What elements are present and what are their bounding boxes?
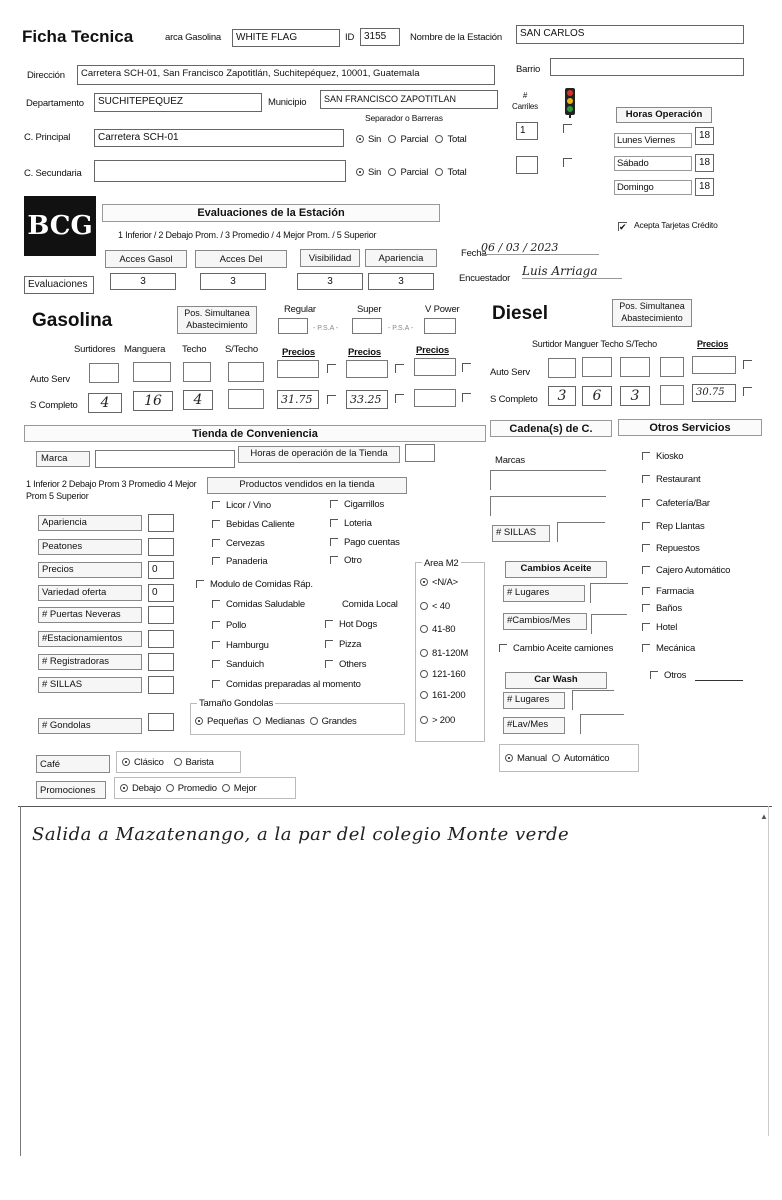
eval-col-visibilidad: Visibilidad [300,249,360,267]
prod-bebidas[interactable]: Bebidas Caliente [212,519,295,530]
notes-left-border [20,806,21,1156]
gasolina-sc-check-2[interactable] [395,394,404,403]
cadena-marcas-label: Marcas [495,455,525,466]
comida-hotdogs[interactable]: Hot Dogs [325,619,377,630]
cambios-lugares-field[interactable] [590,583,628,603]
diesel-s-completo-label: S Completo [490,394,538,405]
servicio-banos[interactable]: Baños [642,603,682,614]
rating-sillas-value[interactable] [148,676,174,694]
radio-promedio[interactable]: Promedio [177,783,217,794]
gasolina-sc-surtidores[interactable]: 4 [88,393,122,413]
prod-licor[interactable]: Licor / Vino [212,500,271,511]
bcg-logo: BCG [24,196,96,256]
rating-sillas-label: # SILLAS [38,677,142,693]
diesel-as-check[interactable] [743,360,752,369]
diesel-as-price[interactable] [692,356,736,374]
area-opt-161-200[interactable]: 161-200 [420,690,465,701]
separador-secundaria-radios[interactable]: Sin Parcial Total [356,167,467,178]
promo-radios[interactable] [120,783,257,794]
gasolina-super-label: Super [357,304,382,315]
gasolina-as-check-2[interactable] [395,364,404,373]
gasolina-psa-1: - P.S.A - [313,325,339,332]
gasolina-as-price-vpower[interactable] [414,358,456,376]
eval-value-acces-gasol[interactable]: 3 [110,273,176,290]
horas-operacion-title: Horas Operación [616,107,712,123]
tamano-radios[interactable] [195,716,357,727]
area-opt-gt200[interactable]: > 200 [420,715,455,726]
diesel-sc-price[interactable]: 30.75 [692,384,736,402]
hours-row-0-day: Lunes Viernes [614,133,692,148]
gasolina-precios-2: Precios [348,347,381,358]
rating-precios-value[interactable]: 0 [148,561,174,579]
diesel-as-stecho[interactable] [660,357,684,377]
hours-row-2-day: Domingo [614,180,692,195]
rating-apariencia-value[interactable] [148,514,174,532]
rating-gondolas-label: # Gondolas [38,718,142,734]
comidas-saludable[interactable]: Comidas Saludable [212,599,305,610]
radio-clasico[interactable]: Clásico [134,757,164,768]
gasolina-sc-price-super[interactable]: 33.25 [346,390,388,409]
estacion-label: Nombre de la Estación [410,32,502,43]
gasolina-as-check-3[interactable] [462,363,471,372]
diesel-as-manguer[interactable] [582,357,612,377]
gasolina-precios-3: Precios [416,345,449,356]
cadena-title: Cadena(s) de C. [490,420,612,437]
tienda-scale: 1 Inferior 2 Debajo Prom 3 Promedio 4 Mejor Prom 5 Superior [26,479,197,501]
servicio-rep-llantas[interactable]: Rep Llantas [642,521,705,532]
evaluaciones-scale: 1 Inferior / 2 Debajo Prom. / 3 Promedio / 4 Mejor Prom. / 5 Superior [118,230,377,240]
gasolina-sc-check-1[interactable] [327,395,336,404]
eval-col-acces-gasol: Acces Gasol [105,250,187,268]
lav-mes-field[interactable] [580,714,624,734]
carwash-radios[interactable] [505,753,609,764]
rating-estacionamientos-value[interactable] [148,630,174,648]
notes-text[interactable]: Salida a Mazatenango, a la par del colegio Monte verde [32,824,570,845]
radio-total[interactable]: Total [447,134,467,145]
tienda-marca-label: Marca [36,451,90,467]
tamano-gondolas-label: Tamaño Gondolas [199,698,274,709]
cadena-marcas-field-2[interactable] [490,496,606,516]
servicio-hotel[interactable]: Hotel [642,622,677,633]
barrio-label: Barrio [516,64,541,75]
rating-puertas-value[interactable] [148,606,174,624]
gasolina-sc-price-vpower[interactable] [414,389,456,407]
servicio-otros[interactable]: Otros [650,670,686,681]
rating-registradoras-value[interactable] [148,653,174,671]
gasolina-as-stecho[interactable] [228,362,264,382]
radio-medianas[interactable]: Medianas [265,716,305,727]
departamento-label: Departamento [26,98,84,109]
gasolina-title: Gasolina [32,310,113,331]
gasolina-as-manguera[interactable] [133,362,171,382]
gasolina-sc-manguera[interactable]: 16 [133,391,173,411]
gasolina-as-surtidores[interactable] [89,363,119,383]
gasolina-regular-label: Regular [284,304,316,315]
tienda-horas-label: Horas de operación de la Tienda [238,446,400,463]
diesel-sc-techo[interactable]: 3 [620,386,650,406]
gasolina-col-stecho: S/Techo [225,344,258,355]
gasolina-as-price-super[interactable] [346,360,388,378]
prod-otro[interactable]: Otro [330,555,362,566]
rating-puertas-label: # Puertas Neveras [38,607,142,623]
diesel-auto-serv-label: Auto Serv [490,367,530,378]
cambios-mes-label: #Cambios/Mes [503,613,587,630]
radio-barista[interactable]: Barista [185,757,214,768]
diesel-title: Diesel [492,303,548,324]
carriles-secundaria-field[interactable] [516,156,538,174]
cafe-label: Café [36,755,110,773]
radio-automatico[interactable]: Automático [563,753,610,764]
gasolina-vpower-field[interactable] [424,318,456,334]
id-field[interactable]: 3155 [360,28,400,46]
diesel-sc-surtidor[interactable]: 3 [548,386,576,406]
gasolina-auto-serv-label: Auto Serv [30,374,70,385]
tarjetas-checkbox[interactable]: ✔ Acepta Tarjetas Crédito [619,220,718,232]
evaluaciones-title: Evaluaciones de la Estación [102,204,440,222]
modulo-comidas[interactable]: Modulo de Comidas Ráp. [196,579,313,590]
gasolina-pos-simultanea: Pos. Simultanea Abastecimiento [177,306,257,334]
diesel-as-techo[interactable] [620,357,650,377]
marca-gasolina-label: arca Gasolina [165,32,222,43]
radio-grandes[interactable]: Grandes [321,716,357,727]
evaluaciones-row-label: Evaluaciones [24,276,94,294]
c-principal-field[interactable]: Carretera SCH-01 [94,129,344,147]
gasolina-sc-stecho[interactable] [228,389,264,409]
gasolina-sc-techo[interactable]: 4 [183,390,213,410]
tienda-horas-field[interactable] [405,444,435,462]
encuestador-label: Encuestador [459,273,511,284]
lav-lugares-field[interactable] [572,690,614,710]
carriles-field[interactable]: 1 [516,122,538,140]
c-secundaria-label: C. Secundaria [24,168,82,179]
gasolina-psa-2: - P.S.A - [388,325,414,332]
comida-others[interactable]: Others [325,659,366,670]
traffic-light-icon [560,88,580,121]
prod-pago-cuentas[interactable]: Pago cuentas [330,537,400,548]
cambios-lugares-label: # Lugares [503,585,585,602]
servicio-otros-line [695,680,743,681]
comida-sanduich[interactable]: Sanduich [212,659,264,670]
rating-variedad-label: Variedad oferta [38,585,142,601]
cafe-radios[interactable] [122,757,214,768]
fecha-label: Fecha [461,248,487,259]
servicio-kiosko[interactable]: Kiosko [642,451,683,462]
gasolina-col-manguera: Manguera [124,344,166,355]
fecha-value[interactable]: 06 / 03 / 2023 [481,241,599,255]
diesel-as-surtidor[interactable] [548,358,576,378]
direccion-field[interactable]: Carretera SCH-01, San Francisco Zapotitlán, Suchitepéquez, 10001, Guatemala [77,65,495,85]
servicio-cafeteria[interactable]: Cafetería/Bar [642,498,710,509]
page-title: Ficha Tecnica [22,27,134,46]
radio-sin[interactable]: Sin [368,134,382,145]
diesel-sc-check[interactable] [743,387,752,396]
carriles-label: # Carriles [512,91,538,111]
gasolina-col-techo: Techo [182,344,207,355]
notes-right-border [768,806,769,1136]
servicio-repuestos[interactable]: Repuestos [642,543,700,554]
hours-row-1-day: Sábado [614,156,692,171]
eval-value-visibilidad[interactable]: 3 [297,273,363,290]
rating-apariencia-label: Apariencia [38,515,142,531]
cambio-aceite-camiones[interactable]: Cambio Aceite camiones [499,643,613,654]
prod-loteria[interactable]: Loteria [330,518,372,529]
comidas-preparadas[interactable]: Comidas preparadas al momento [212,679,361,690]
scroll-up-icon[interactable]: ▲ [760,812,768,821]
radio-parcial[interactable]: Parcial [400,134,429,145]
eval-value-apariencia[interactable]: 3 [368,273,434,290]
barrio-field[interactable] [550,58,744,76]
lav-lugares-label: # Lugares [503,692,565,709]
carriles-checkbox[interactable] [563,124,572,133]
radio-mejor[interactable]: Mejor [233,783,257,794]
encuestador-value[interactable]: Luis Arriaga [522,264,622,279]
gasolina-as-check-1[interactable] [327,364,336,373]
direccion-label: Dirección [27,70,65,81]
marca-gasolina-field[interactable]: WHITE FLAG [232,29,340,47]
separador-principal-radios[interactable] [356,134,467,145]
prod-cigarrillos[interactable]: Cigarrillos [330,499,384,510]
comida-hamburgu[interactable]: Hamburgu [212,640,269,651]
area-opt-na[interactable]: <N/A> [420,577,458,588]
separador-label: Separador o Barreras [365,113,443,123]
eval-col-apariencia: Apariencia [365,249,437,267]
servicio-restaurant[interactable]: Restaurant [642,474,700,485]
c-principal-label: C. Principal [24,132,71,143]
gasolina-regular-field[interactable] [278,318,308,334]
promociones-label: Promociones [36,781,106,799]
cadena-marcas-field-1[interactable] [490,470,606,490]
radio-debajo[interactable]: Debajo [132,783,161,794]
departamento-field[interactable]: SUCHITEPEQUEZ [94,93,262,112]
tienda-marca-field[interactable] [95,450,235,468]
diesel-sc-stecho[interactable] [660,385,684,405]
estacion-field[interactable]: SAN CARLOS [516,25,744,44]
gasolina-sc-check-3[interactable] [462,393,471,402]
rating-variedad-value[interactable]: 0 [148,584,174,602]
gasolina-sc-price-regular[interactable]: 31.75 [277,390,319,409]
prod-panaderia[interactable]: Panaderia [212,556,268,567]
diesel-pos-simultanea: Pos. Simultanea Abastecimiento [612,299,692,327]
area-opt-41-80[interactable]: 41-80 [420,624,455,635]
radio-pequenas[interactable]: Pequeñas [207,716,249,727]
comida-pollo[interactable]: Pollo [212,620,246,631]
cadena-sillas-label: # SILLAS [492,525,550,542]
otros-servicios-title: Otros Servicios [618,419,762,436]
diesel-cols: Surtidor Manguer Techo S/Techo [532,339,657,349]
lav-mes-label: #Lav/Mes [503,717,565,734]
area-opt-121-160[interactable]: 121-160 [420,669,465,680]
c-secundaria-field[interactable] [94,160,346,182]
rating-precios-label: Precios [38,562,142,578]
radio-manual[interactable]: Manual [517,753,547,764]
gasolina-s-completo-label: S Completo [30,400,78,411]
rating-gondolas-value[interactable] [148,713,174,731]
cambios-aceite-title: Cambios Aceite [505,561,607,578]
municipio-field[interactable]: SAN FRANCISCO ZAPOTITLAN [320,90,498,109]
rating-peatones-value[interactable] [148,538,174,556]
gasolina-col-surtidores: Surtidores [74,344,116,355]
tienda-title: Tienda de Conveniencia [24,425,486,442]
rating-registradoras-label: # Registradoras [38,654,142,670]
gasolina-precios-1: Precios [282,347,315,358]
gasolina-as-price-regular[interactable] [277,360,319,378]
servicio-farmacia[interactable]: Farmacia [642,586,694,597]
carwash-title: Car Wash [505,672,607,689]
eval-col-acces-del: Acces Del [195,250,287,268]
gasolina-vpower-label: V Power [425,304,460,315]
hours-row-1-value[interactable]: 18 [695,154,714,172]
rating-estacionamientos-label: #Estacionamientos [38,631,142,647]
comida-local-label: Comida Local [342,599,398,610]
diesel-precios: Precios [697,339,729,349]
area-opt-lt40[interactable]: < 40 [420,601,450,612]
notes-separator [18,806,772,807]
servicio-mecanica[interactable]: Mecánica [642,643,695,654]
cadena-sillas-field[interactable] [557,522,605,542]
gasolina-as-techo[interactable] [183,362,211,382]
area-title: Area M2 [424,558,459,569]
cambios-mes-field[interactable] [591,614,627,634]
hours-row-0-value[interactable]: 18 [695,127,714,145]
prod-cervezas[interactable]: Cervezas [212,538,265,549]
comida-pizza[interactable]: Pizza [325,639,361,650]
id-label: ID [345,32,355,43]
diesel-sc-manguer[interactable]: 6 [582,386,612,406]
carriles-secundaria-checkbox[interactable] [563,158,572,167]
servicio-cajero[interactable]: Cajero Automático [642,565,730,576]
productos-title: Productos vendidos en la tienda [207,477,407,494]
area-opt-81-120[interactable]: 81-120M [420,648,468,659]
rating-peatones-label: Peatones [38,539,142,555]
municipio-label: Municipio [268,97,307,108]
eval-value-acces-del[interactable]: 3 [200,273,266,290]
gasolina-super-field[interactable] [352,318,382,334]
hours-row-2-value[interactable]: 18 [695,178,714,196]
